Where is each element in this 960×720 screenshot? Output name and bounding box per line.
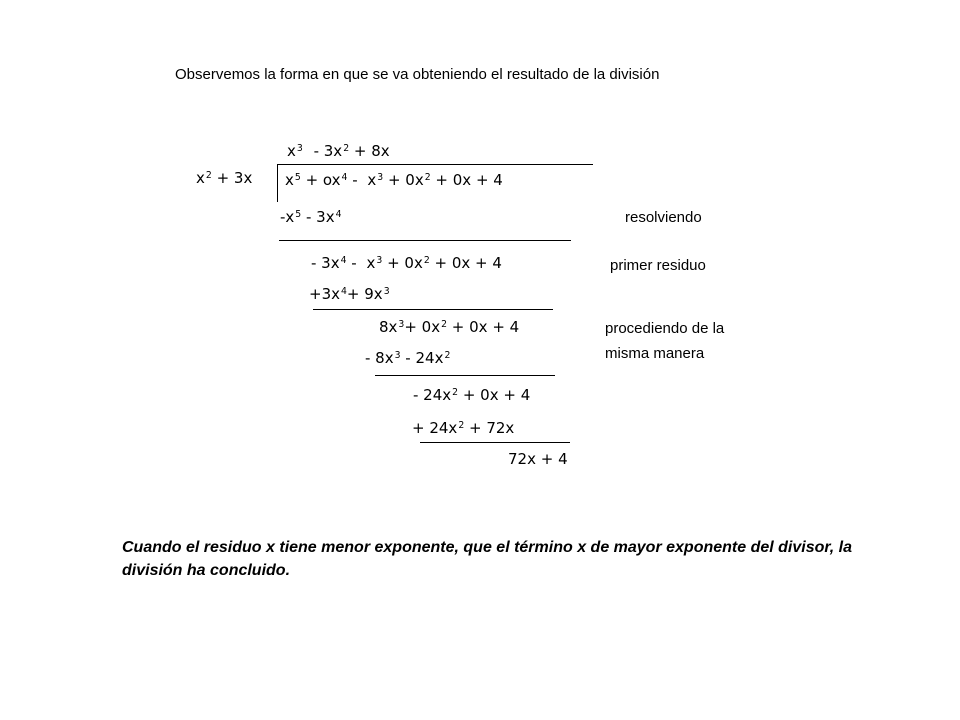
divisor: $x^2 + 3x$ (196, 169, 253, 187)
second-residue: $8x^3+ 0x^2 + 0x + 4$ (379, 318, 520, 336)
annotation-proceeding-line-2: misma manera (605, 345, 705, 362)
step-3-rule (375, 375, 555, 376)
subtraction-step-3: - $8x^3 - 24x^2$ (365, 349, 451, 367)
page-title: Observemos la forma en que se va obteniendo el resultado de la división (175, 66, 660, 83)
quotient-bar (277, 164, 593, 165)
subtraction-step-4: + $24x^2 + 72x$ (412, 419, 515, 437)
quotient: $x^3 - 3x^2 + 8x$ (287, 142, 390, 160)
step-1-rule (279, 240, 571, 241)
step-2-rule (313, 309, 553, 310)
division-bracket (277, 164, 278, 202)
annotation-resolving: resolviendo (625, 209, 702, 226)
annotation-first-residue: primer residuo (610, 257, 706, 274)
step-4-rule (420, 442, 570, 443)
subtraction-step-2: $+3x^4+ 9x^3$ (309, 285, 390, 303)
first-residue: - $3x^4 - x^3 + 0x^2 + 0x + 4$ (311, 254, 502, 272)
annotation-proceeding-line-1: procediendo de la (605, 320, 725, 337)
final-residue: 72x + 4 (508, 450, 568, 468)
conclusion-text: Cuando el residuo x tiene menor exponente, que el término x de mayor exponente del divisor, la división ha concluido. (122, 539, 852, 579)
dividend: $x^5 + ox^4 - x^3 + 0x^2 + 0x + 4$ (285, 171, 503, 189)
subtraction-step-1: $-x^5 - 3x^4$ (280, 208, 342, 226)
third-residue: - $24x^2 + 0x + 4$ (413, 386, 531, 404)
